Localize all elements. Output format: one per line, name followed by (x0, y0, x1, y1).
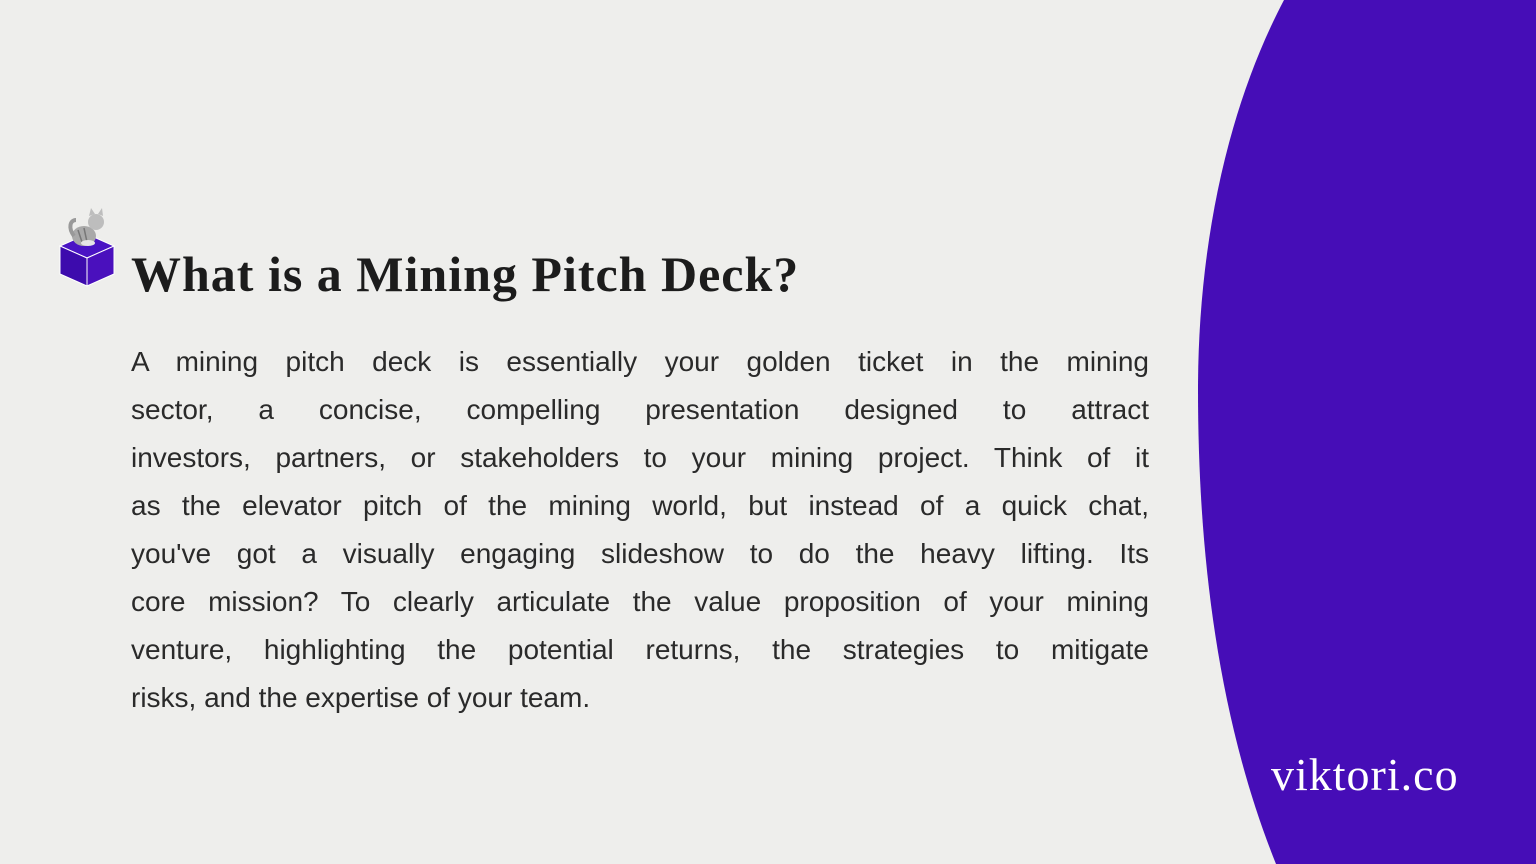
cat-on-cube-icon (58, 206, 116, 290)
body-line: core mission? To clearly articulate the value proposition of your mining (131, 586, 1149, 617)
body-paragraph (131, 340, 1149, 724)
page-title: What is a Mining Pitch Deck? (131, 246, 800, 302)
body-line: sector, a concise, compelling presentation designed to attract (131, 394, 1149, 425)
brand-wordmark: viktori.co (1271, 749, 1459, 800)
body-line: risks, and the expertise of your team. (131, 682, 591, 713)
body-line: as the elevator pitch of the mining world, but instead of a quick chat, (131, 490, 1149, 521)
body-line: venture, highlighting the potential returns, the strategies to mitigate (131, 634, 1149, 665)
body-line: you've got a visually engaging slideshow to do the heavy lifting. Its (131, 538, 1149, 569)
body-line: investors, partners, or stakeholders to your mining project. Think of it (131, 442, 1149, 473)
body-line: A mining pitch deck is essentially your golden ticket in the mining (131, 346, 1149, 377)
